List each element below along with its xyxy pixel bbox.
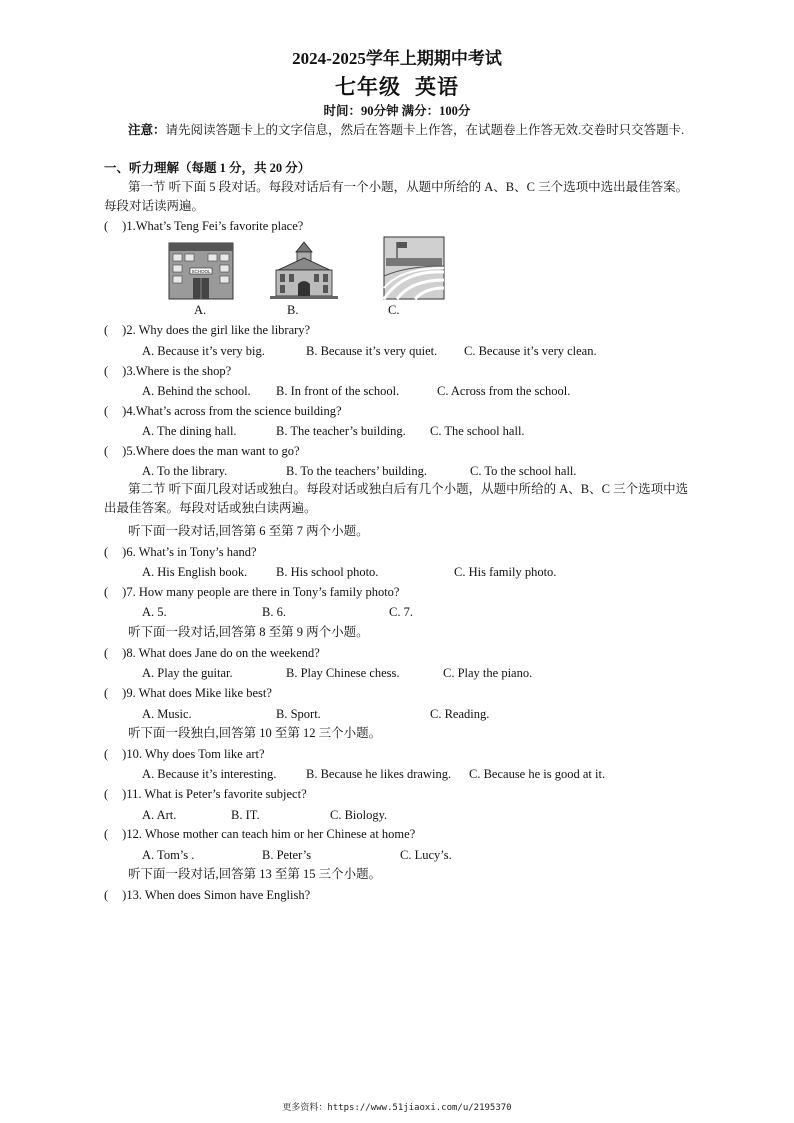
hall-building-picture [270,240,338,300]
q11-option-b: B. IT. [231,808,260,822]
question-7: ( )7. How many people are there in Tony’s family photo? [104,585,400,599]
q9-option-b: B. Sport. [276,707,321,721]
question-4: ( )4.What’s across from the science building? [104,404,342,418]
q4-option-a: A. The dining hall. [142,424,237,438]
q9-option-a: A. Music. [142,707,192,721]
q9-option-c: C. Reading. [430,707,490,721]
q6-option-c: C. His family photo. [454,565,557,579]
q7-option-a: A. 5. [142,605,167,619]
part1-intro: 第一节 听下面 5 段对话。每段对话后有一个小题，从题中所给的 A、B、C 三个选项中选出最佳答案。每段对话读两遍。 [104,180,689,213]
question-5: ( )5.Where does the man want to go? [104,444,300,458]
grade-label: 七年级 [335,75,401,99]
q2-option-a: A. Because it’s very big. [142,344,265,358]
group-instruction-6-7: 听下面一段对话,回答第 6 至第 7 两个小题。 [128,524,369,538]
q10-option-c: C. Because he is good at it. [469,767,606,781]
question-12: ( )12. Whose mother can teach him or her Chinese at home? [104,827,416,841]
q10-option-a: A. Because it’s interesting. [142,767,277,781]
q3-option-a: A. Behind the school. [142,384,251,398]
notice-text: 请先阅读答题卡上的文字信息，然后在答题卡上作答，在试题卷上作答无效.交卷时只交答题卡. [165,123,685,137]
q10-option-b: B. Because he likes drawing. [306,767,452,781]
q12-option-a: A. Tom’s . [142,848,195,862]
question-9: ( )9. What does Mike like best? [104,686,272,700]
q3-option-c: C. Across from the school. [437,384,571,398]
grade-subject [0,74,794,100]
q5-option-a: A. To the library. [142,464,228,478]
school-sign: SCHOOL [191,269,211,274]
sports-field-picture [383,236,445,300]
time-info: 时间：90分钟 满分：100分 [323,104,471,118]
q1-option-b: B. [287,303,299,317]
q5-option-b: B. To the teachers’ building. [286,464,427,478]
question-11: ( )11. What is Peter’s favorite subject? [104,787,307,801]
q6-option-a: A. His English book. [142,565,248,579]
q7-option-c: C. 7. [389,605,413,619]
exam-title: 2024-2025学年上期期中考试 [292,49,502,68]
q4-option-c: C. The school hall. [430,424,525,438]
question-3: ( )3.Where is the shop? [104,364,232,378]
q8-option-c: C. Play the piano. [443,666,533,680]
question-8: ( )8. What does Jane do on the weekend? [104,646,320,660]
q6-option-b: B. His school photo. [276,565,379,579]
school-building-picture [168,242,234,300]
q8-option-b: B. Play Chinese chess. [286,666,400,680]
q11-option-c: C. Biology. [330,808,388,822]
q1-option-c: C. [388,303,400,317]
q3-option-b: B. In front of the school. [276,384,400,398]
group-instruction-13-15: 听下面一段对话,回答第 13 至第 15 三个小题。 [128,867,382,881]
q4-option-b: B. The teacher’s building. [276,424,406,438]
section-heading: 一、听力理解（每题 1 分，共 20 分） [104,161,311,175]
group-instruction-8-9: 听下面一段对话,回答第 8 至第 9 两个小题。 [128,625,369,639]
q12-option-c: C. Lucy’s. [400,848,452,862]
q1-option-a: A. [194,303,207,317]
q2-option-b: B. Because it’s very quiet. [306,344,438,358]
q2-option-c: C. Because it’s very clean. [464,344,597,358]
question-10: ( )10. Why does Tom like art? [104,747,265,761]
q5-option-c: C. To the school hall. [470,464,577,478]
part2-intro: 第二节 听下面几段对话或独白。每段对话或独白后有几个小题，从题中所给的 A、B、C 三个选项中选出最佳答案。每段对话或独白读两遍。 [104,482,689,515]
q8-option-a: A. Play the guitar. [142,666,233,680]
question-13: ( )13. When does Simon have English? [104,888,311,902]
question-2: ( )2. Why does the girl like the library? [104,323,311,337]
q7-option-b: B. 6. [262,605,286,619]
q11-option-a: A. Art. [142,808,177,822]
notice [104,121,699,140]
subject-label: 英语 [415,75,459,99]
group-instruction-10-12: 听下面一段独白,回答第 10 至第 12 三个小题。 [128,726,382,740]
q12-option-b: B. Peter’s [262,848,312,862]
question-1: ( )1.What’s Teng Fei’s favorite place? [104,219,304,233]
question-6: ( )6. What’s in Tony’s hand? [104,545,257,559]
footer-link[interactable]: 更多资料：https://www.51jiaoxi.com/u/2195370 [282,1103,512,1113]
notice-label: 注意： [128,123,166,137]
